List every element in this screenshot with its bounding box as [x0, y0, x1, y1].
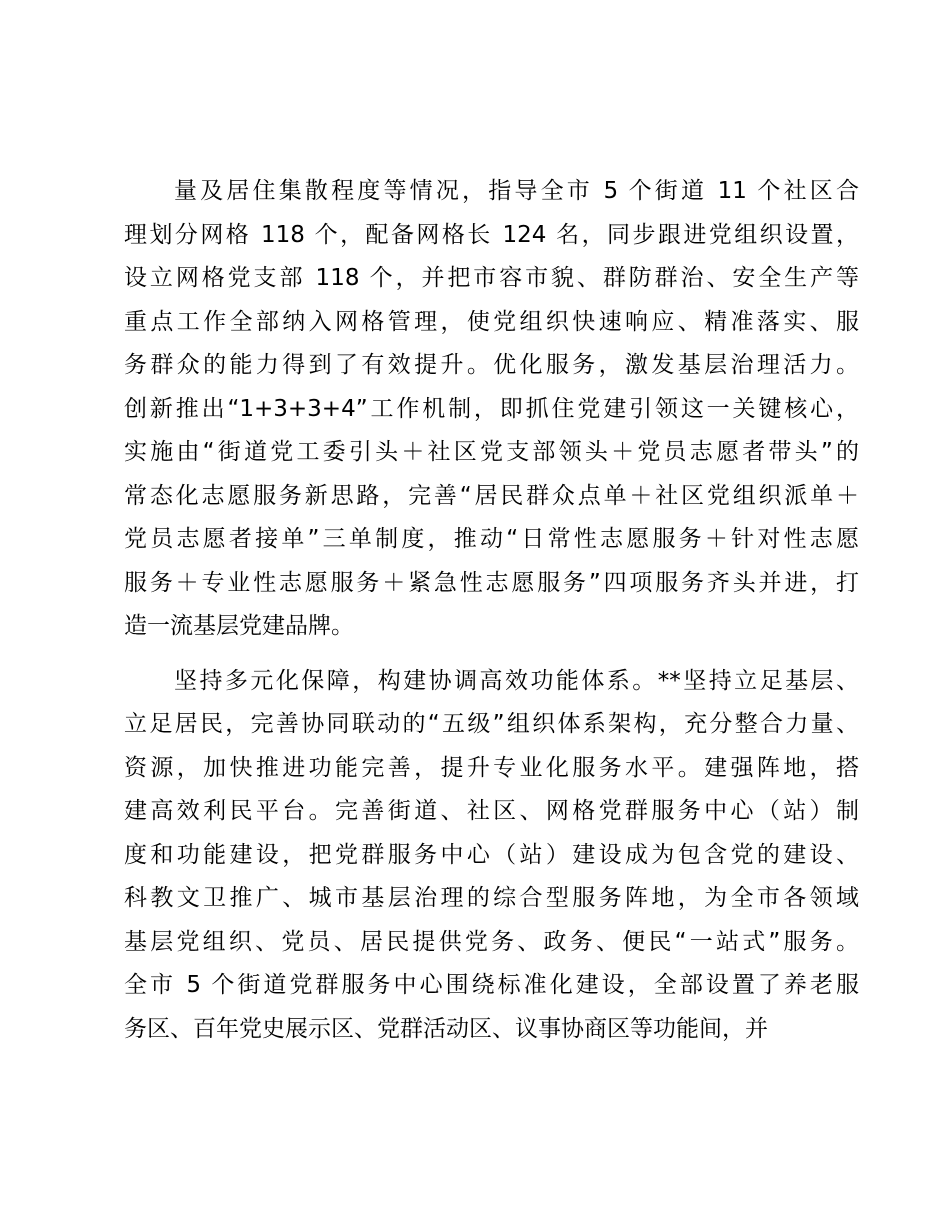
text-line: 务群众的能力得到了有效提升。优化服务，激发基层治理活力。 — [124, 352, 859, 378]
text-line: 度和功能建设，把党群服务中心（站）建设成为包含党的建设、 — [124, 841, 859, 868]
text-line: 设立网格党支部 118 个，并把市容市貌、群防群治、安全生产等 — [124, 265, 859, 291]
text-line: 常态化志愿服务新思路，完善“居民群众点单＋社区党组织派单＋ — [124, 482, 859, 509]
text-line: 基层党组织、党员、居民提供党务、政务、便民“一站式”服务。 — [124, 928, 859, 955]
text-line: 造一流基层党建品牌。 — [124, 613, 354, 639]
text-line: 立足居民，完善协同联动的“五级”组织体系架构，充分整合力量、 — [124, 711, 859, 737]
text-line: 理划分网格 118 个，配备网格长 124 名，同步跟进党组织设置， — [124, 221, 859, 248]
paragraph-1 — [124, 170, 859, 649]
text-line: 科教文卫推广、城市基层治理的综合型服务阵地，为全市各领域 — [124, 885, 859, 911]
text-line: 务区、百年党史展示区、党群活动区、议事协商区等功能间，并 — [124, 1015, 768, 1042]
text-line: 重点工作全部纳入网格管理，使党组织快速响应、精准落实、服 — [124, 308, 859, 335]
document-body — [124, 170, 859, 1051]
paragraph-2 — [124, 660, 859, 1052]
text-line: 全市 5 个街道党群服务中心围绕标准化建设，全部设置了养老服 — [124, 972, 859, 998]
paragraph-gap — [124, 649, 859, 660]
text-line: 实施由“街道党工委引头＋社区党支部领头＋党员志愿者带头”的 — [124, 439, 859, 465]
text-line: 服务＋专业性志愿服务＋紧急性志愿服务”四项服务齐头并进，打 — [124, 569, 859, 596]
text-line: 量及居住集散程度等情况，指导全市 5 个街道 11 个社区合 — [174, 178, 859, 204]
text-line: 坚持多元化保障，构建协调高效功能体系。**坚持立足基层、 — [174, 667, 859, 694]
text-line: 党员志愿者接单”三单制度，推动“日常性志愿服务＋针对性志愿 — [124, 526, 859, 552]
text-line: 建高效利民平台。完善街道、社区、网格党群服务中心（站）制 — [124, 798, 859, 824]
text-line: 资源，加快推进功能完善，提升专业化服务水平。建强阵地，搭 — [124, 754, 859, 781]
text-line: 创新推出“1+3+3+4”工作机制，即抓住党建引领这一关键核心， — [124, 395, 859, 422]
